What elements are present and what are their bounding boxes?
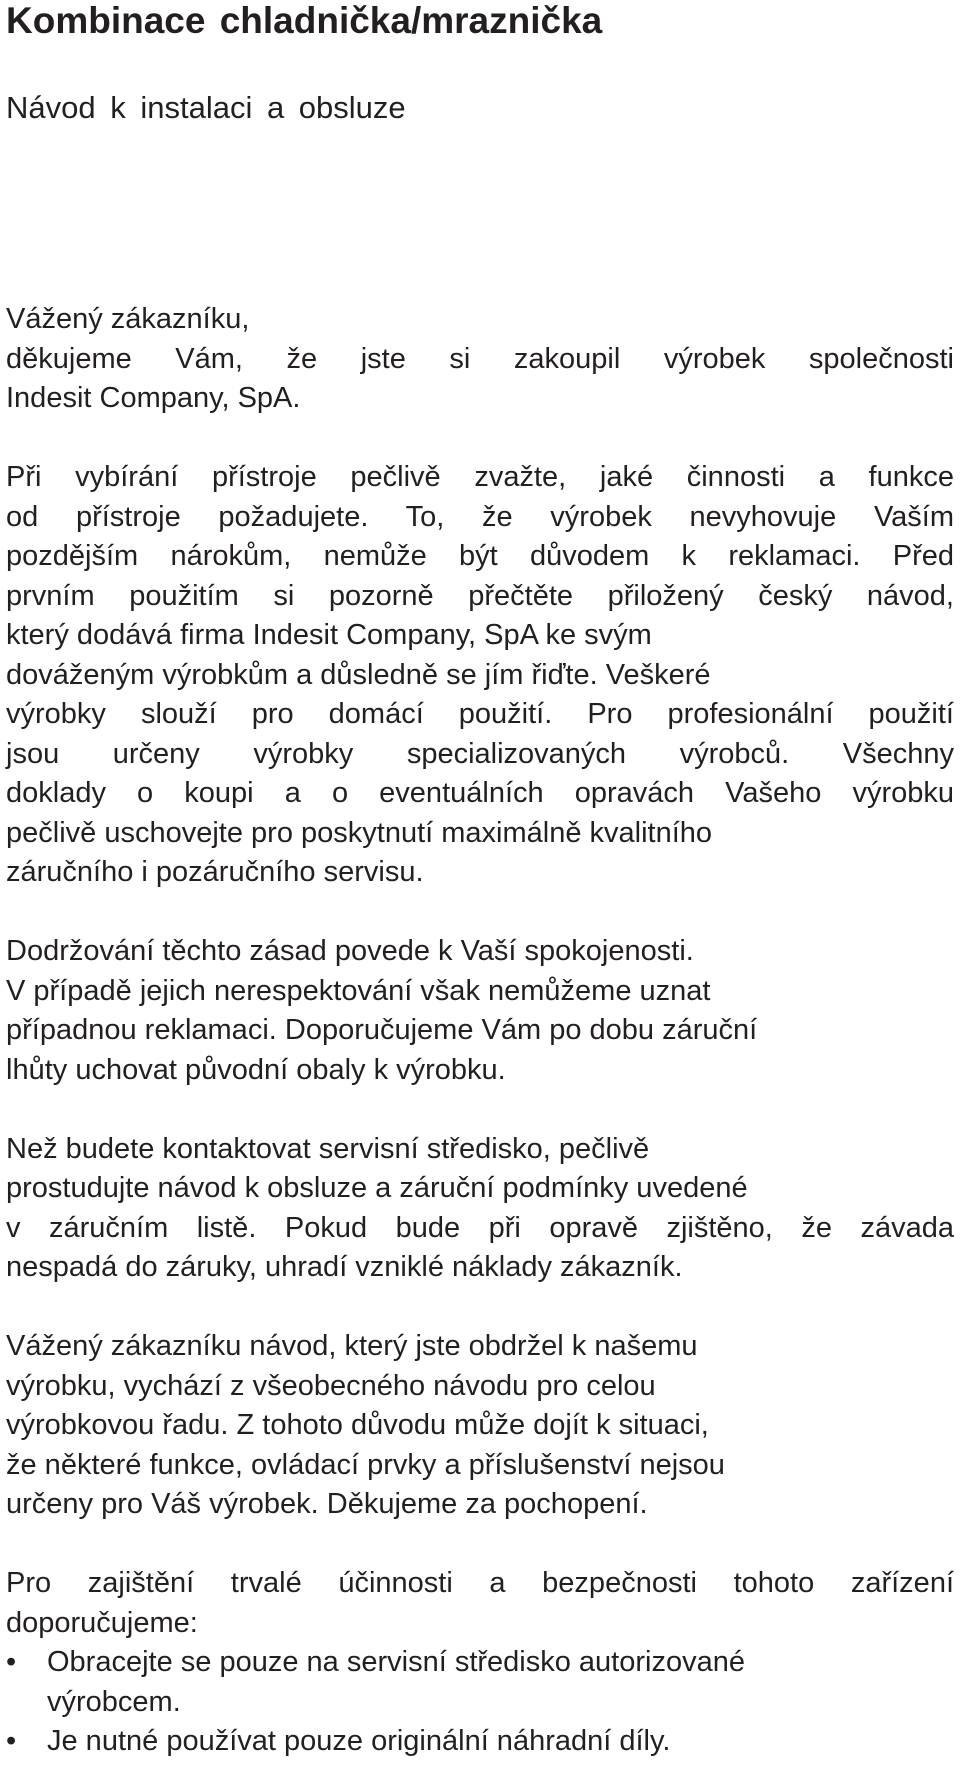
- text-line: určeny pro Váš výrobek. Děkujeme za pochopení.: [6, 1488, 648, 1520]
- text-line: doklady o koupi a o eventuálních opravách Vašeho výrobku: [6, 777, 954, 809]
- bullet-icon: •: [6, 1725, 17, 1757]
- text-line: doporučujeme:: [6, 1606, 198, 1639]
- text-line: lhůty uchovat původní obaly k výrobku.: [6, 1053, 506, 1086]
- text-line: nespadá do záruky, uhradí vzniklé náklady zákazník.: [6, 1251, 683, 1283]
- bullet-item: [6, 1643, 954, 1722]
- document-subtitle: Návod k instalaci a obsluze: [6, 90, 406, 125]
- bullet-text-line: Je nutné používat pouze originální náhradní díly.: [47, 1725, 671, 1757]
- text-line: Vážený zákazníku návod, který jste obdržel k našemu: [6, 1330, 698, 1362]
- text-line: prvním použitím si pozorně přečtěte přiložený český návod,: [6, 579, 954, 612]
- text-line: případnou reklamaci. Doporučujeme Vám po dobu záruční: [6, 1014, 758, 1046]
- text-line: záručního i pozáručního servisu.: [6, 856, 424, 888]
- text-line: Dodržování těchto zásad povede k Vaší spokojenosti.: [6, 935, 694, 967]
- bullet-text-line: Obracejte se pouze na servisní středisko autorizované: [47, 1646, 745, 1678]
- bullet-item: [6, 1722, 954, 1762]
- bullet-text-line: výrobcem.: [47, 1685, 181, 1718]
- text-line: pečlivě uschovejte pro poskytnutí maximálně kvalitního: [6, 816, 713, 849]
- text-line: Indesit Company, SpA.: [6, 382, 301, 414]
- text-line: dováženým výrobkům a důsledně se jím řiďte. Veškeré: [6, 658, 711, 691]
- paragraph: [6, 1327, 954, 1525]
- paragraph: [6, 458, 954, 893]
- text-line: výrobky slouží pro domácí použití. Pro profesionální použití: [6, 698, 954, 730]
- paragraph: [6, 1130, 954, 1288]
- text-line: od přístroje požadujete. To, že výrobek nevyhovuje Vaším: [6, 500, 954, 533]
- text-line: že některé funkce, ovládací prvky a příslušenství nejsou: [6, 1448, 725, 1481]
- paragraph: [6, 932, 954, 1090]
- paragraph: [6, 300, 954, 419]
- text-line: pozdějším nárokům, nemůže být důvodem k reklamaci. Před: [6, 540, 954, 572]
- text-line: Při vybírání přístroje pečlivě zvažte, jaké činnosti a funkce: [6, 461, 954, 493]
- text-line: děkujeme Vám, že jste si zakoupil výrobek společnosti: [6, 342, 954, 375]
- text-line: Vážený zákazníku,: [6, 303, 250, 335]
- paragraph: [6, 1564, 954, 1762]
- text-line: Než budete kontaktovat servisní středisko, pečlivě: [6, 1132, 650, 1165]
- text-line: výrobkovou řadu. Z tohoto důvodu může dojít k situaci,: [6, 1409, 709, 1441]
- text-line: Pro zajištění trvalé účinnosti a bezpečnosti tohoto zařízení: [6, 1567, 954, 1599]
- text-line: v záručním listě. Pokud bude při opravě zjištěno, že závada: [6, 1211, 954, 1244]
- text-line: V případě jejich nerespektování však nemůžeme uznat: [6, 974, 711, 1007]
- text-line: který dodává firma Indesit Company, SpA ke svým: [6, 619, 652, 651]
- text-line: jsou určeny výrobky specializovaných výrobců. Všechny: [6, 737, 954, 770]
- document-body: [6, 300, 954, 1762]
- text-line: prostudujte návod k obsluze a záruční podmínky uvedené: [6, 1172, 748, 1204]
- bullet-list: [6, 1643, 954, 1762]
- bullet-icon: •: [6, 1646, 17, 1678]
- text-line: výrobku, vychází z všeobecného návodu pro celou: [6, 1369, 656, 1402]
- document-title: Kombinace chladnička/mraznička: [6, 0, 603, 41]
